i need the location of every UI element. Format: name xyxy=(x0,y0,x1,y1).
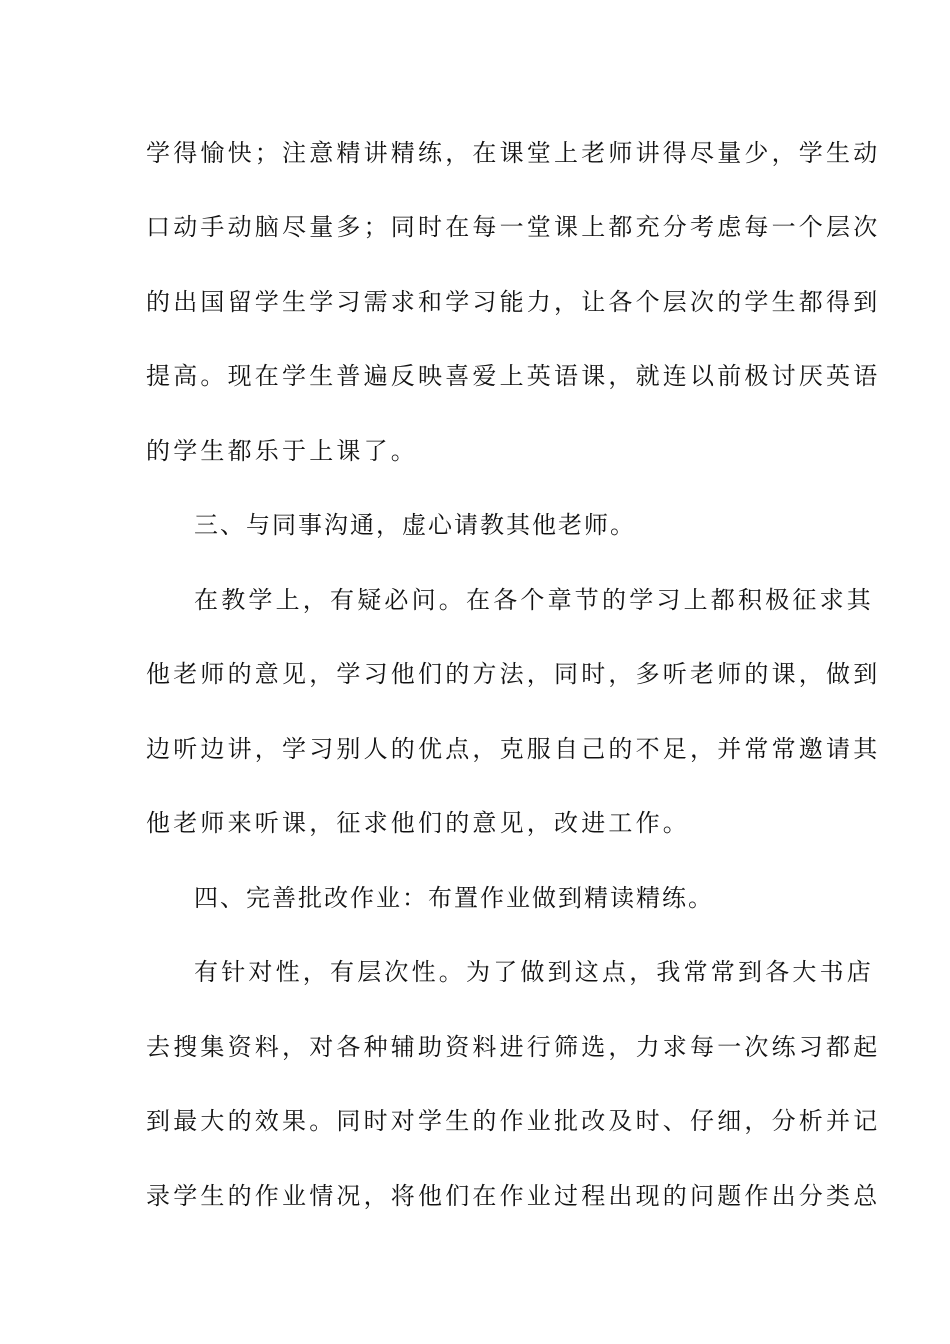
body-text-line: 的学生都乐于上课了。 xyxy=(146,437,418,465)
body-text-line: 有针对性，有层次性。为了做到这点，我常常到各大书店 xyxy=(194,958,874,986)
body-text-line: 录学生的作业情况，将他们在作业过程出现的问题作出分类总 xyxy=(146,1182,881,1210)
body-text-line: 提高。现在学生普遍反映喜爱上英语课，就连以前极讨厌英语 xyxy=(146,362,881,390)
body-text-line: 口动手动脑尽量多；同时在每一堂课上都充分考虑每一个层次 xyxy=(146,213,881,241)
body-text-line: 在教学上，有疑必问。在各个章节的学习上都积极征求其 xyxy=(194,586,874,614)
section-heading-3: 三、与同事沟通，虚心请教其他老师。 xyxy=(194,511,636,539)
body-text-line: 到最大的效果。同时对学生的作业批改及时、仔细，分析并记 xyxy=(146,1107,881,1135)
body-text-line: 他老师来听课，征求他们的意见，改进工作。 xyxy=(146,809,690,837)
section-heading-4: 四、完善批改作业：布置作业做到精读精练。 xyxy=(194,884,714,912)
body-text-line: 的出国留学生学习需求和学习能力，让各个层次的学生都得到 xyxy=(146,288,881,316)
body-text-line: 他老师的意见，学习他们的方法，同时，多听老师的课，做到 xyxy=(146,660,881,688)
body-text-line: 边听边讲，学习别人的优点，克服自己的不足，并常常邀请其 xyxy=(146,735,881,763)
body-text-line: 学得愉快；注意精讲精练，在课堂上老师讲得尽量少，学生动 xyxy=(146,139,881,167)
body-text-line: 去搜集资料，对各种辅助资料进行筛选，力求每一次练习都起 xyxy=(146,1033,881,1061)
